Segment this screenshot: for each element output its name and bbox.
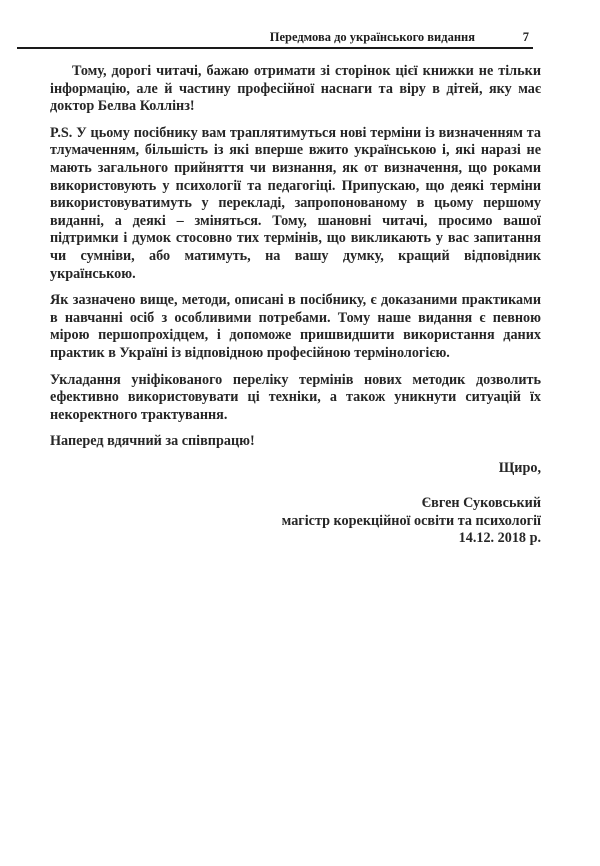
page-body [50, 63, 541, 548]
signature-date: 14.12. 2018 р. [458, 530, 541, 547]
paragraph-methods: Як зазначено вище, методи, описані в посібнику, є доказаними практиками в навчанні осіб з особливими потребами. Тому наше видання є певною мірою першопрохідцем, і допоможе пришвидшити використання даних практик в Україні із відповідною професійною термінологією. [50, 292, 541, 361]
signature-position: магістр корекційної освіти та психології [281, 512, 541, 529]
running-header [17, 30, 533, 46]
running-header-title: Передмова до українського видання [269, 30, 475, 44]
closing-line: Щиро, [498, 459, 541, 476]
header-rule [17, 47, 533, 49]
signature-block [50, 495, 541, 548]
paragraph-thanks: Наперед вдячний за співпрацю! [50, 433, 255, 450]
signature-name: Євген Суковський [421, 495, 541, 512]
page-number: 7 [522, 30, 529, 44]
paragraph-intro: Тому, дорогі читачі, бажаю отримати зі сторінок цієї книжки не тільки інформацію, але й частину професійної наснаги та віру в дітей, яку має доктор Белва Коллінз! [50, 63, 541, 115]
paragraph-terminology: Укладання уніфікованого переліку термінів нових методик дозволить ефективно використовувати ці техніки, а також уникнути ситуацій їх некоректного трактування. [50, 371, 541, 423]
paragraph-ps: P.S. У цьому посібнику вам траплятимуться нові терміни із визначенням та тлумаченням, більшість із які вперше вжито українською і, які наразі не мають загального прийняття чи визнання, як от визначення, що роками використовують у психології та педагогіці. Припускаю, що деякі терміни використовуватимуть у перекладі, запропонованому в цьому першому виданні, а деякі – зміняться. Тому, шановні читачі, просимо вашої підтримки і думок стосовно тих термінів, що викликають у вас запитання чи сумніви, або матимуть, на вашу думку, кращий відповідник українською. [50, 124, 541, 282]
